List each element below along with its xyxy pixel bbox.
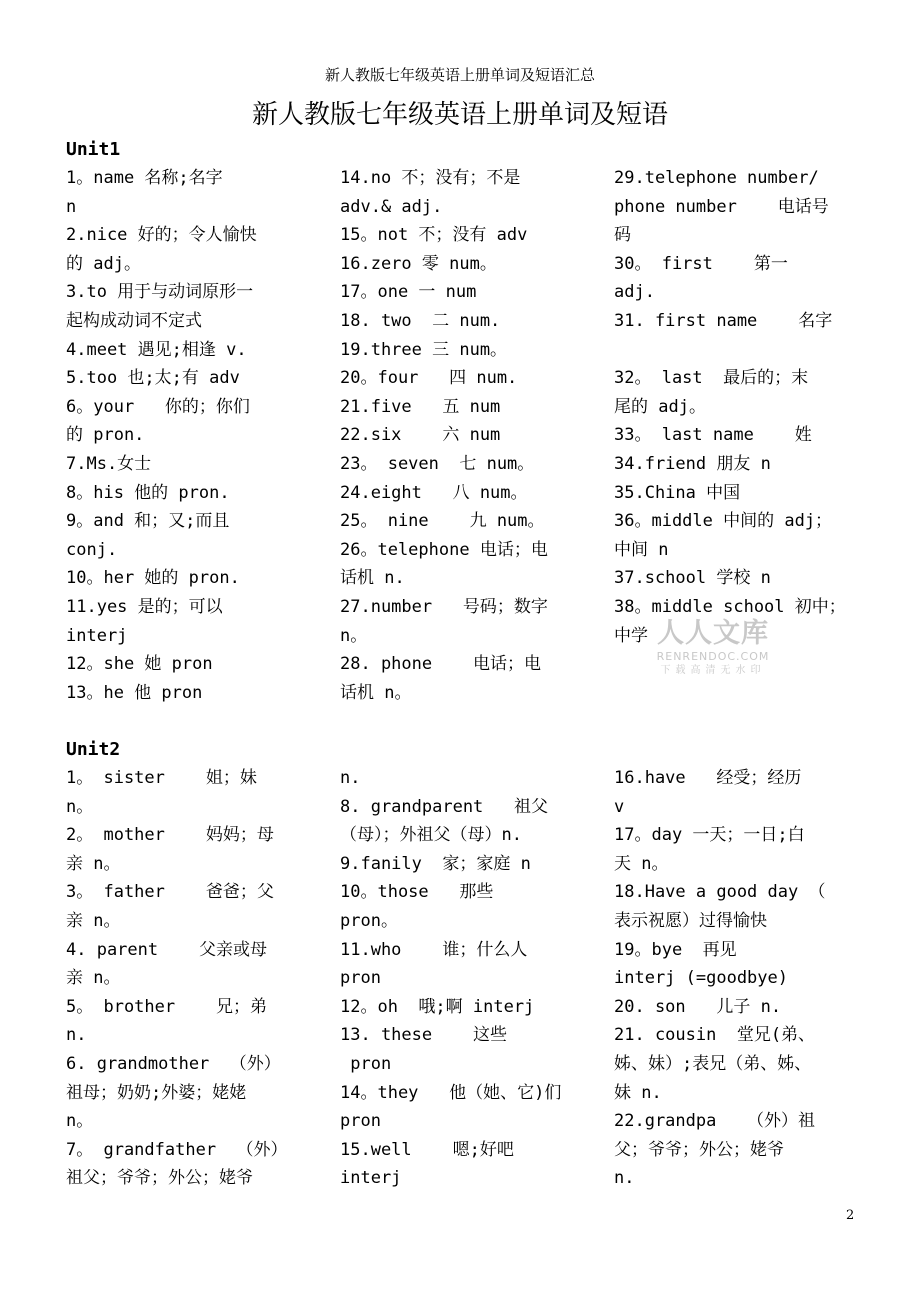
watermark-logo-text: 人人文库 xyxy=(657,618,769,649)
page-title: 新人教版七年级英语上册单词及短语 xyxy=(251,100,668,130)
unit1-column-3: 29.telephone number/ phone number 电话号 码 30。 first 第一 adj. 31. first name 名字 32。 last 最后的；末 尾的 adj。 33。 last name 姓 34.friend 朋友 n 35.China 中国 36。middle 中间的 adj； 中间 n 37.school 学校 n 38。middle school 初中； 中学 xyxy=(614,168,846,646)
watermark-tagline: 下载高清无水印 xyxy=(660,665,766,676)
watermark-url: RENRENDOC.COM xyxy=(656,650,770,663)
running-header: 新人教版七年级英语上册单词及短语汇总 xyxy=(324,66,595,84)
unit1-column-1: 1。name 名称;名字 n 2.nice 好的；令人愉快 的 adj。 3.to 用于与动词原形一 起构成动词不定式 4.meet 遇见;相逢 v. 5.too 也;太;有 adv 6。your 你的；你们 的 pron. 7.Ms.女士 8。his 他的 pron. 9。and 和；又;而且 conj. 10。her 她的 pron. 11.yes 是的；可以 interj 12。she 她 pron 13。he 他 pron xyxy=(66,168,257,703)
unit1-heading: Unit1 xyxy=(66,139,121,160)
page-number: 2 xyxy=(846,1208,855,1223)
unit1-column-2: 14.no 不；没有；不是 adv.& adj. 15。not 不；没有 adv 16.zero 零 num。 17。one 一 num 18. two 二 num. 19.three 三 num。 20。four 四 num. 21.five 五 num 22.six 六 num 23。 seven 七 num。 24.eight 八 num。 25。 nine 九 num。 26。telephone 电话；电 话机 n. 27.number 号码；数字 n。 28. phone 电话；电 话机 n。 xyxy=(340,168,548,703)
unit2-heading: Unit2 xyxy=(66,739,121,760)
unit2-column-1: 1。 sister 姐；妹 n。 2。 mother 妈妈；母 亲 n。 3。 father 爸爸；父 亲 n。 4. parent 父亲或母 亲 n。 5。 brother 兄；弟 n. 6. grandmother （外） 祖母；奶奶;外婆；姥姥 n。 7。 grandfather （外） 祖父；爷爷；外公；姥爷 xyxy=(66,768,288,1189)
unit2-column-2: n. 8. grandparent 祖父 （母）；外祖父（母）n. 9.fanily 家；家庭 n 10。those 那些 pron。 11.who 谁；什么人 pron 12。oh 哦;啊 interj 13. these 这些 pron 14。they 他（她、它)们 pron 15.well 嗯;好吧 interj xyxy=(340,768,562,1189)
watermark-logo xyxy=(648,618,778,678)
unit2-column-3: 16.have 经受；经历 v 17。day 一天；一日;白 天 n。 18.Have a good day （ 表示祝愿）过得愉快 19。bye 再见 interj (=goodbye) 20. son 儿子 n. 21. cousin 堂兄(弟、 姊、妹）;表兄（弟、姊、 妹 n. 22.grandpa （外）祖 父；爷爷；外公；姥爷 n. xyxy=(614,768,826,1189)
